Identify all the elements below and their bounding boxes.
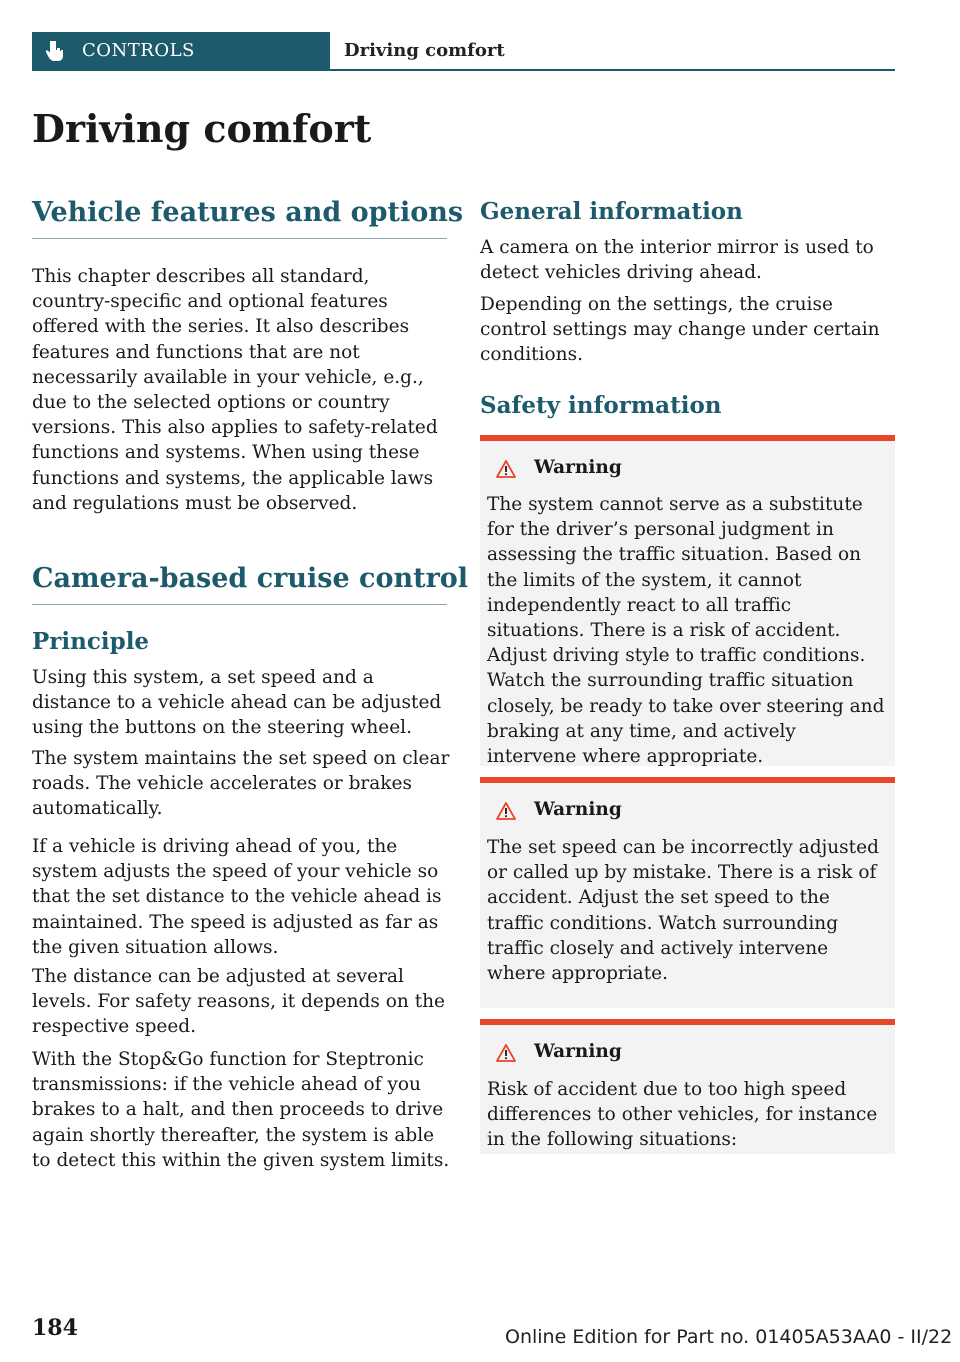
warning-box bbox=[480, 435, 895, 766]
warning-triangle-icon bbox=[496, 802, 516, 820]
edition-note: Online Edition for Part no. 01405A53AA0 - II/22 bbox=[505, 1326, 953, 1348]
warning-box bbox=[480, 777, 895, 1008]
warning-text: The set speed can be incorrectly adjusted or called up by mistake. There is a risk of accident. Adjust the set speed to the traffic conditions. Watch surrounding traffic closely and actively intervene where appropriate. bbox=[487, 837, 879, 985]
pointing-hand-icon bbox=[44, 40, 64, 62]
paragraph-features: This chapter describes all standard, country-specific and optional features offered with the series. It also describes features and functions that are not necessarily available in your vehicle, e.g., due to the selected options or country versions. This also applies to safety-related functions and systems. When using these functions and systems, the applicable laws and regulations must be observed. bbox=[32, 266, 438, 514]
heading-principle: Principle bbox=[32, 628, 150, 655]
warning-title: Warning bbox=[534, 799, 622, 820]
heading-camera-cruise-control: Camera-based cruise control bbox=[32, 563, 469, 594]
warning-text: The system cannot serve as a substitute for the driver’s personal judgment in assessing the traffic situation. Based on the limits of the system, it cannot independently react to all traffic situations. There is a risk of accident. Adjust driving style to traffic conditions. Watch the surrounding traffic situation closely, be ready to take over steering and braking at any time, and actively intervene where appropriate. bbox=[487, 494, 885, 768]
paragraph-principle-3: If a vehicle is driving ahead of you, the system adjusts the speed of your vehicle so that the set distance to the vehicle ahead is maintained. The speed is adjusted as far as the given situation allows. bbox=[32, 836, 442, 958]
paragraph-general-1: A camera on the interior mirror is used to detect vehicles driving ahead. bbox=[480, 237, 874, 284]
chapter-label: Driving comfort bbox=[344, 40, 505, 61]
section-label: CONTROLS bbox=[82, 40, 195, 61]
warning-box bbox=[480, 1019, 895, 1154]
warning-bar bbox=[480, 1019, 895, 1025]
warning-title: Warning bbox=[534, 457, 622, 478]
page-header bbox=[32, 32, 895, 71]
paragraph-principle-4: The distance can be adjusted at several levels. For safety reasons, it depends on the respective speed. bbox=[32, 966, 446, 1038]
paragraph-principle-1: Using this system, a set speed and a distance to a vehicle ahead can be adjusted using the buttons on the steering wheel. bbox=[32, 667, 442, 739]
warning-bar bbox=[480, 435, 895, 441]
warning-title: Warning bbox=[534, 1041, 622, 1062]
heading-general-information: General information bbox=[480, 198, 743, 225]
page-title: Driving comfort bbox=[32, 106, 372, 151]
paragraph-general-2: Depending on the settings, the cruise control settings may change under certain conditions. bbox=[480, 294, 880, 366]
warning-bar bbox=[480, 777, 895, 783]
heading-rule bbox=[32, 238, 447, 239]
paragraph-principle-5: With the Stop&Go function for Steptronic transmissions: if the vehicle ahead of you brakes to a halt, and then proceeds to drive again shortly thereafter, the system is able to detect this within the given system limits. bbox=[32, 1049, 450, 1171]
paragraph-principle-2: The system maintains the set speed on clear roads. The vehicle accelerates or brakes automatically. bbox=[32, 748, 450, 820]
heading-safety-information: Safety information bbox=[480, 392, 722, 419]
heading-rule bbox=[32, 604, 447, 605]
header-rule bbox=[330, 69, 895, 71]
warning-text: Risk of accident due to too high speed differences to other vehicles, for instance in the following situations: bbox=[487, 1079, 878, 1151]
page-number: 184 bbox=[32, 1315, 78, 1341]
section-tab[interactable] bbox=[32, 32, 330, 71]
warning-triangle-icon bbox=[496, 1044, 516, 1062]
warning-triangle-icon bbox=[496, 460, 516, 478]
heading-vehicle-features: Vehicle features and options bbox=[32, 197, 464, 228]
